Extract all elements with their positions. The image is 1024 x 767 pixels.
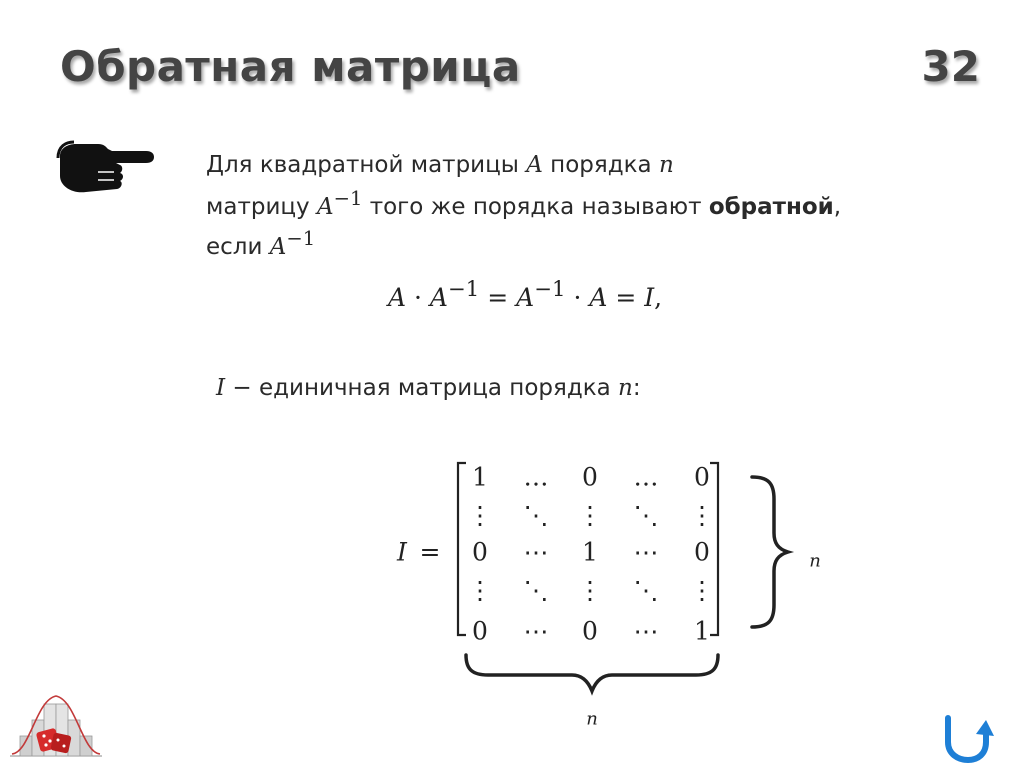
row-size-label: n <box>809 550 821 572</box>
math-superscript: −1 <box>286 227 316 251</box>
matrix-cell: 1 <box>582 537 598 567</box>
matrix-cell: ⋯ <box>633 616 659 646</box>
identity-matrix <box>380 455 850 745</box>
definition-text: того же порядка называют <box>362 194 709 220</box>
math-var: A <box>429 283 448 312</box>
return-arrow-icon[interactable] <box>938 712 994 764</box>
math-operator: · <box>406 283 430 312</box>
math-operator: = <box>607 283 645 312</box>
math-var: A <box>316 194 334 220</box>
matrix-cell: ⋯ <box>523 616 549 646</box>
math-var: I <box>644 283 655 312</box>
matrix-cell: ⋱ <box>523 575 549 605</box>
matrix-cell: 0 <box>694 462 710 492</box>
math-var: I <box>216 375 226 401</box>
inverse-equation <box>388 277 663 312</box>
math-var: n <box>618 375 633 401</box>
definition-line-2 <box>206 187 842 220</box>
definition-line-1 <box>206 152 674 178</box>
matrix-cell: ⋯ <box>633 537 659 567</box>
matrix-brackets <box>380 455 850 745</box>
math-var: A <box>388 283 407 312</box>
matrix-equals: = <box>419 537 441 567</box>
definition-term: обратной <box>708 194 834 220</box>
matrix-cell: … <box>633 462 659 492</box>
matrix-cell: ⋮ <box>467 575 493 605</box>
bell-curve-dice-logo <box>6 690 106 762</box>
math-var: A <box>589 283 608 312</box>
matrix-cell: ⋯ <box>523 537 549 567</box>
definition-text: матрицу <box>206 194 317 220</box>
pointing-hand-icon <box>54 138 156 198</box>
math-punctuation: , <box>654 283 663 312</box>
matrix-cell: ⋮ <box>577 575 603 605</box>
math-superscript: −1 <box>534 277 566 303</box>
matrix-cell: ⋮ <box>689 575 715 605</box>
matrix-cell: ⋮ <box>577 500 603 530</box>
math-operator: · <box>565 283 590 312</box>
matrix-cell: 0 <box>472 616 488 646</box>
definition-text: если <box>206 234 270 260</box>
matrix-cell: 1 <box>472 462 488 492</box>
identity-text: − единичная матрица порядка <box>225 375 619 401</box>
definition-text: порядка <box>542 152 659 178</box>
matrix-cell: 1 <box>694 616 710 646</box>
math-var: A <box>516 283 535 312</box>
math-var: A <box>269 234 287 260</box>
math-superscript: −1 <box>447 277 480 303</box>
matrix-cell: 0 <box>582 462 598 492</box>
identity-text: : <box>632 375 641 401</box>
matrix-cell: ⋱ <box>633 575 659 605</box>
matrix-cell: 0 <box>582 616 598 646</box>
math-operator: = <box>479 283 517 312</box>
identity-definition <box>216 375 641 401</box>
slide-title: Обратная матрица <box>60 42 521 91</box>
matrix-cell: … <box>523 462 549 492</box>
definition-text: Для квадратной матрицы <box>206 152 527 178</box>
matrix-cell: 0 <box>472 537 488 567</box>
definition-line-3 <box>206 227 316 260</box>
matrix-cell: ⋱ <box>523 500 549 530</box>
math-var: n <box>658 152 674 178</box>
slide-number: 32 <box>921 42 980 91</box>
matrix-cell: ⋮ <box>467 500 493 530</box>
col-size-label: n <box>586 708 598 730</box>
matrix-cell: ⋱ <box>633 500 659 530</box>
definition-text: , <box>833 194 842 220</box>
matrix-cell: 0 <box>694 537 710 567</box>
matrix-lhs: I <box>397 537 407 567</box>
matrix-cell: ⋮ <box>689 500 715 530</box>
math-var: A <box>526 152 543 178</box>
math-superscript: −1 <box>333 187 363 211</box>
